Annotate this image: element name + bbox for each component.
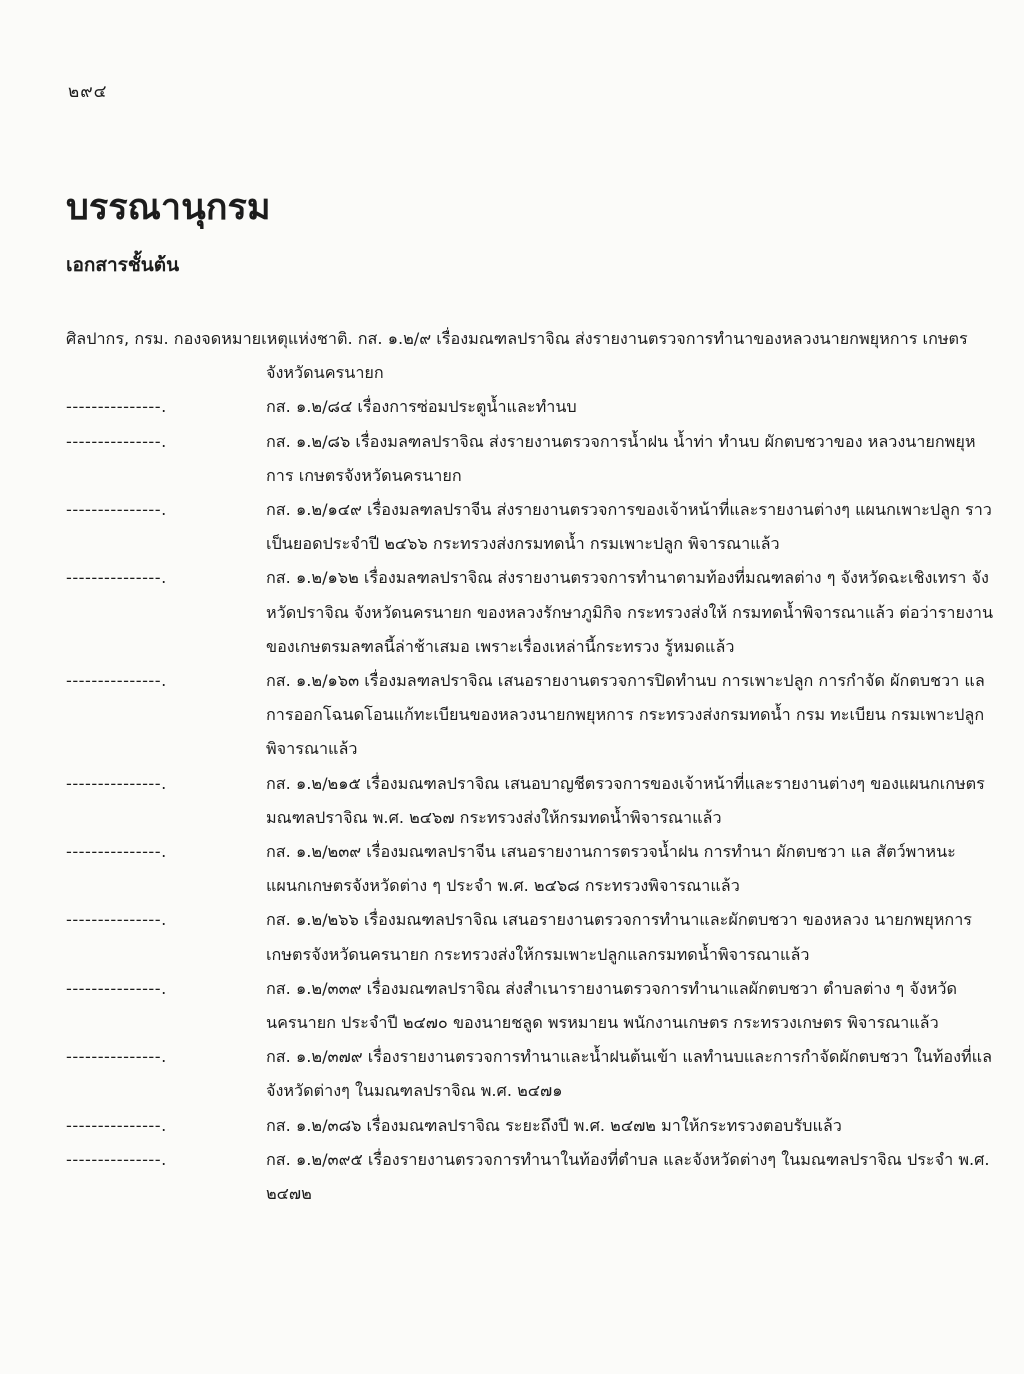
bibliography-entry [66,664,1001,767]
entry-text: กส. ๑.๒/๑๖๓ เรื่องมลฑลปราจิณ เสนอรายงานตรวจการปิดทำนบ การเพาะปลูก การกำจัด ผักตบชวา แลการออกโฉนดโอนแก้ทะเบียนของหลวงนายกพยุหการ กระทรวงส่งกรมทดน้ำ กรม ทะเบียน กรมเพาะปลูกพิจารณาแล้ว [266,671,985,759]
entry-text: กส. ๑.๒/๘๔ เรื่องการซ่อมประตูน้ำและทำนบ [266,397,577,417]
repeat-author-dashes: ---------------. [66,397,167,417]
bibliography-entry [66,903,1001,971]
repeat-author-dashes: ---------------. [66,910,167,930]
page-title: บรรณานุกรม [66,187,271,228]
entry-text: กส. ๑.๒/๒๖๖ เรื่องมณฑลปราจิณ เสนอรายงานตรวจการทำนาและผักตบชวา ของหลวง นายกพยุหการ เกษตรจังหวัดนครนายก กระทรวงส่งให้กรมเพาะปลูกแลกรมทดน้ำพิจารณาแล้ว [266,910,973,964]
section-subtitle: เอกสารชั้นต้น [66,254,180,276]
bibliography-entry [66,1040,1001,1108]
repeat-author-dashes: ---------------. [66,773,167,793]
repeat-author-dashes: ---------------. [66,500,167,520]
bibliography-entry [66,835,1001,903]
repeat-author-dashes: ---------------. [66,978,167,998]
entry-text: กส. ๑.๒/๒๑๕ เรื่องมณฑลปราจิณ เสนอบาญชีตรวจการของเจ้าหน้าที่และรายงานต่างๆ ของแผนกเกษตรมณฑลปราจิณ พ.ศ. ๒๔๖๗ กระทรวงส่งให้กรมทดน้ำพิจารณาแล้ว [266,773,985,827]
repeat-author-dashes: ---------------. [66,1149,167,1169]
page-number: ๒๙๔ [68,82,108,102]
entry-text: กส. ๑.๒/๘๖ เรื่องมลฑลปราจิณ ส่งรายงานตรวจการน้ำฝน น้ำท่า ทำนบ ผักตบชวาของ หลวงนายกพยุหการ เกษตรจังหวัดนครนายก [266,431,976,485]
bibliography-entry [66,425,1001,493]
bibliography-entry [66,561,1001,664]
repeat-author-dashes: ---------------. [66,671,167,691]
entry-text: กส. ๑.๒/๑๖๒ เรื่องมลฑลปราจิณ ส่งรายงานตรวจการทำนาตามท้องที่มณฑลต่าง ๆ จังหวัดฉะเชิงเทรา จังหวัดปราจิณ จังหวัดนครนายก ของหลวงรักษาภูมิกิจ กระทรวงส่งให้ กรมทดน้ำพิจารณาแล้ว ต่อว่ารายงานของเกษตรมลฑลนี้ล่าช้าเสมอ เพราะเรื่องเหล่านี้กระทรวง รู้หมดแล้ว [266,568,994,656]
bibliography-entry [66,1143,1001,1211]
bibliography-entry [66,972,1001,1040]
bibliography-entry [66,767,1001,835]
repeat-author-dashes: ---------------. [66,568,167,588]
bibliography-list [66,322,1001,1211]
bibliography-entry [66,1109,1001,1143]
entry-text: กส. ๑.๒/๒๓๙ เรื่องมณฑลปราจีน เสนอรายงานการตรวจน้ำฝน การทำนา ผักตบชวา แล สัตว์พาหนะ แผนกเกษตรจังหวัดต่าง ๆ ประจำ พ.ศ. ๒๔๖๘ กระทรวงพิจารณาแล้ว [266,842,956,896]
entry-text: กส. ๑.๒/๓๗๙ เรื่องรายงานตรวจการทำนาและน้ำฝนต้นเข้า แลทำนบและการกำจัดผักตบชวา ในท้องที่แลจังหวัดต่างๆ ในมณฑลปราจิณ พ.ศ. ๒๔๗๑ [266,1047,993,1101]
entry-text: กส. ๑.๒/๓๓๙ เรื่องมณฑลปราจิณ ส่งสำเนารายงานตรวจการทำนาแลผักตบชวา ตำบลต่าง ๆ จังหวัดนครนายก ประจำปี ๒๔๗๐ ของนายชลูด พรหมายน พนักงานเกษตร กระทรวงเกษตร พิจารณาแล้ว [266,978,957,1033]
entry-text: กส. ๑.๒/๓๘๖ เรื่องมณฑลปราจิณ ระยะถึงปี พ.ศ. ๒๔๗๒ มาให้กระทรวงตอบรับแล้ว [266,1115,842,1135]
repeat-author-dashes: ---------------. [66,431,167,451]
repeat-author-dashes: ---------------. [66,1115,167,1135]
entry-text: กส. ๑.๒/๓๙๕ เรื่องรายงานตรวจการทำนาในท้องที่ตำบล และจังหวัดต่างๆ ในมณฑลปราจิณ ประจำ พ.ศ. ๒๔๗๒ [266,1149,990,1204]
bibliography-entry [66,390,1001,424]
repeat-author-dashes: ---------------. [66,842,167,862]
bibliography-entry [66,493,1001,561]
entry-text: กส. ๑.๒/๑๔๙ เรื่องมลฑลปราจีน ส่งรายงานตรวจการของเจ้าหน้าที่และรายงานต่างๆ แผนกเพาะปลูก ราวเป็นยอดประจำปี ๒๔๖๖ กระทรวงส่งกรมทดน้ำ กรมเพาะปลูก พิจารณาแล้ว [266,500,992,554]
bibliography-entry-first: ศิลปากร, กรม. กองจดหมายเหตุแห่งชาติ. กส. ๑.๒/๙ เรื่องมณฑลปราจิณ ส่งรายงานตรวจการทำนาของหลวงนายกพยุหการ เกษตรจังหวัดนครนายก [66,329,968,383]
repeat-author-dashes: ---------------. [66,1047,167,1067]
